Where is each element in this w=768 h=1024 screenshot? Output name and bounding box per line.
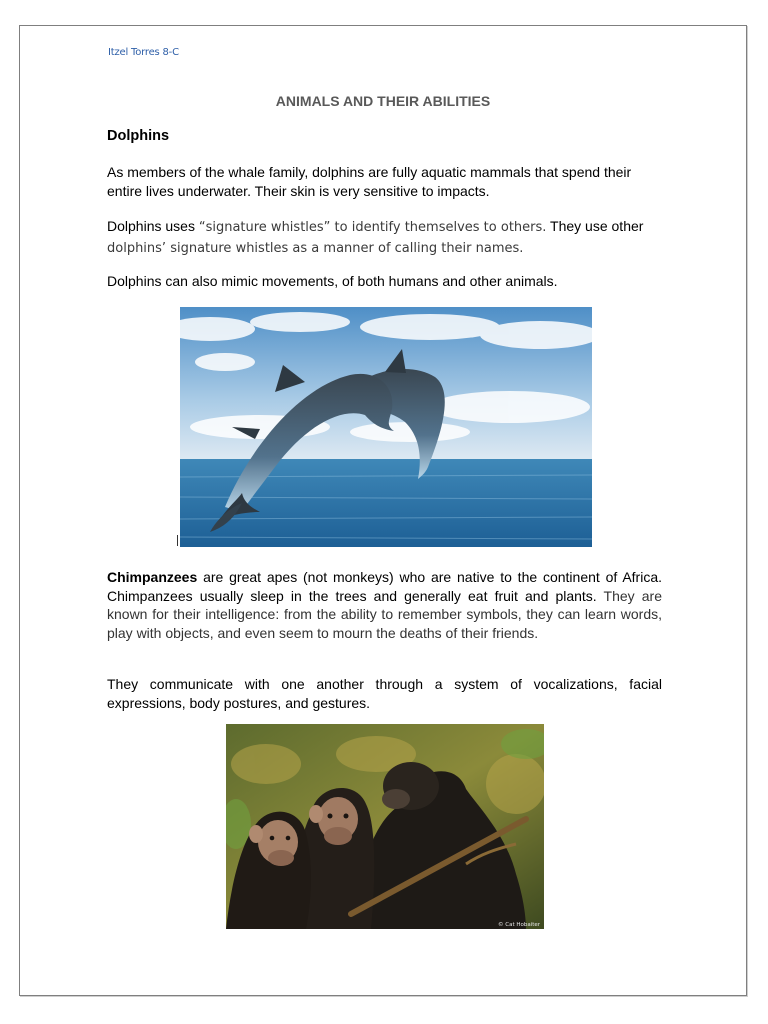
chimps-lead-word: Chimpanzees: [107, 569, 198, 585]
section-heading-dolphins: Dolphins: [107, 128, 170, 144]
author-name: Itzel Torres 8-C: [108, 47, 179, 58]
dolphins-p2-part-a: Dolphins uses: [107, 218, 199, 234]
dolphins-p2-part-b: “signature whistles” to identify themselves to others.: [198, 220, 547, 235]
document-title: ANIMALS AND THEIR ABILITIES: [275, 93, 491, 109]
photo-credit: © Cat Hobaiter: [498, 922, 541, 928]
document-page: [19, 25, 747, 996]
text-cursor: [177, 535, 178, 546]
chimps-paragraph-1: [107, 568, 662, 642]
chimps-p1-part-a: are great apes (not monkeys) who are native to the continent of Africa. Chimpanzees usually sleep in the trees and generally eat fruit and plants.: [107, 569, 662, 604]
dolphins-paragraph-3: Dolphins can also mimic movements, of both humans and other animals.: [107, 273, 558, 289]
dolphins-p2-part-c: They use other: [546, 218, 644, 234]
chimps-paragraph-2: They communicate with one another through a system of vocalizations, facial expressions, body postures, and gestures.: [107, 676, 662, 711]
dolphins-p2-part-d: dolphins’ signature whistles as a manner of calling their names.: [107, 240, 524, 256]
dolphins-paragraph-2: [107, 217, 662, 258]
chimps-p1-part-b: They are known for their intelligence: from the ability to remember symbols, they can learn words, play with objects, and even seem to mourn the deaths of their friends.: [107, 587, 662, 641]
dolphins-photo: [180, 307, 592, 547]
dolphins-paragraph-1: As members of the whale family, dolphins are fully aquatic mammals that spend their entire lives underwater. Their skin is very sensitive to impacts.: [107, 164, 632, 199]
chimpanzees-photo: [226, 724, 544, 929]
